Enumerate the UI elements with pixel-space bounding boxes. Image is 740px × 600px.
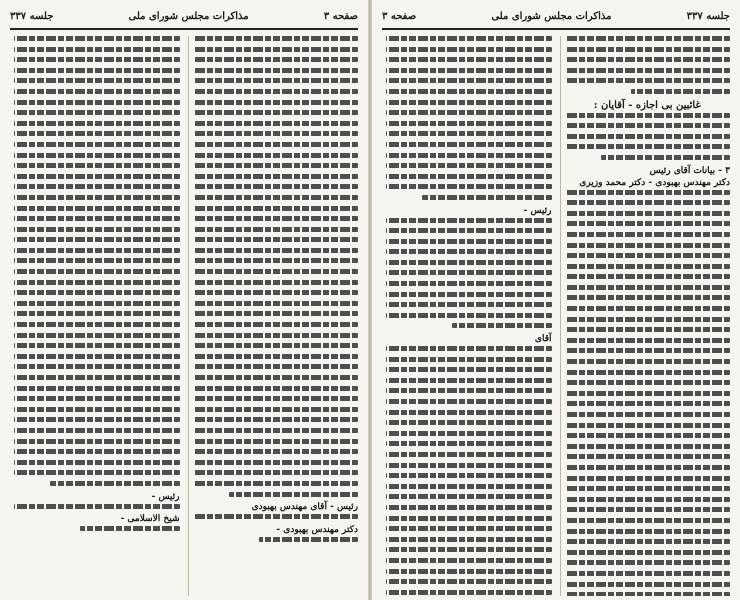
left-page-session: جلسه ٣٣٧ (10, 10, 54, 22)
speaker-label: آقای (534, 334, 552, 345)
speaker-label: رئیس - (151, 491, 180, 502)
left-page (0, 0, 368, 600)
left-page-column-1 (188, 36, 359, 596)
right-page-columns (382, 36, 730, 596)
right-page-number: صفحه ٣ (382, 10, 417, 22)
left-page-number: صفحه ٣ (323, 10, 358, 22)
left-page-columns (10, 36, 358, 596)
left-page-title: مذاکرات مجلس شورای ملی (128, 10, 249, 22)
right-page-session: جلسه ٣٣٧ (686, 10, 730, 22)
section-heading: ٣ - بیانات آقای رئیس (649, 165, 730, 176)
speaker-label: رئیس - (523, 205, 552, 216)
names-line: دکتر مهندس بهبودی - دکتر محمد وزیری (579, 177, 730, 188)
right-page-column-1 (560, 36, 731, 596)
speaker-label: دکتر مهندس بهبودی - (276, 524, 358, 535)
absentees-heading: غائبین بی اجازه - آقایان : (593, 99, 701, 111)
right-page-header (382, 6, 730, 30)
right-page-column-2 (382, 36, 552, 596)
left-page-column-2 (10, 36, 180, 596)
right-page (372, 0, 740, 600)
left-page-header (10, 6, 358, 30)
speaker-label: رئیس - آقای مهندس بهبودی (251, 502, 358, 513)
speaker-label: شیخ الاسلامی - (120, 514, 180, 525)
right-page-title: مذاکرات مجلس شورای ملی (491, 10, 612, 22)
